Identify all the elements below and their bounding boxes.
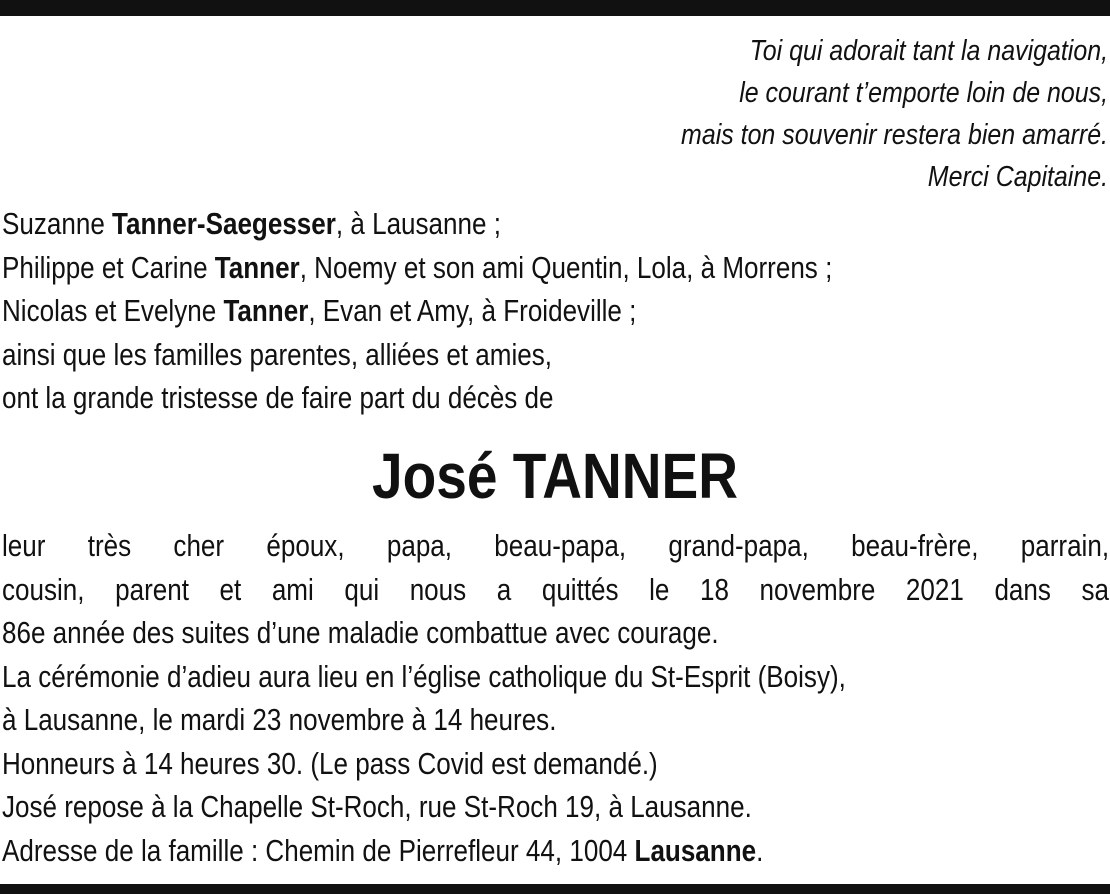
family-text: , Noemy et son ami Quentin, Lola, à Morrens ; xyxy=(299,249,833,285)
notice-word: beau-frère, xyxy=(851,528,979,563)
bottom-border-rule xyxy=(0,884,1110,894)
poem-line: mais ton souvenir restera bien amarré. xyxy=(681,119,1108,151)
notice-word: très xyxy=(87,528,132,563)
notice-line-justified xyxy=(2,568,1109,612)
notice-word: le xyxy=(649,571,670,607)
notice-body xyxy=(2,524,1108,872)
notice-word: quittés xyxy=(541,571,619,607)
notice-word: 2021 xyxy=(905,571,964,607)
family-surname: Tanner xyxy=(223,293,309,328)
notice-word: grand-papa, xyxy=(668,528,809,563)
family-text: , Evan et Amy, à Froideville ; xyxy=(308,293,637,328)
family-row xyxy=(2,246,926,290)
notice-word: ami xyxy=(271,571,314,607)
family-surname: Tanner xyxy=(214,249,300,285)
family-surname: Tanner-Saegesser xyxy=(112,206,336,241)
notice-word: cher xyxy=(173,528,225,563)
notice-city: Lausanne xyxy=(634,832,757,868)
family-text: , à Lausanne ; xyxy=(335,206,501,241)
family-row: ainsi que les familles parentes, alliées et amies, xyxy=(2,336,553,372)
notice-line: 86e année des suites d’une maladie combattue avec courage. xyxy=(2,615,719,650)
notice-line: José repose à la Chapelle St-Roch, rue St-Roch 19, à Lausanne. xyxy=(2,789,752,824)
family-text: Philippe et Carine xyxy=(2,249,215,285)
notice-word: nous xyxy=(409,571,467,607)
notice-word: époux, xyxy=(266,528,345,563)
notice-word: beau-papa, xyxy=(494,528,627,563)
notice-word: novembre xyxy=(759,571,876,607)
notice-line: La cérémonie d’adieu aura lieu en l’église catholique du St-Esprit (Boisy), xyxy=(2,658,846,694)
family-row xyxy=(2,289,926,333)
notice-word: et xyxy=(219,571,242,607)
notice-line-justified xyxy=(2,524,1109,568)
poem-line: Toi qui adorait tant la navigation, xyxy=(749,35,1108,67)
notice-text: Adresse de la famille : Chemin de Pierrefleur 44, 1004 xyxy=(2,832,635,868)
notice-word: papa, xyxy=(386,528,453,563)
notice-line xyxy=(2,829,1109,873)
poem-line: le courant t’emporte loin de nous, xyxy=(739,77,1108,109)
notice-word: sa xyxy=(1081,571,1110,607)
notice-word: parrain, xyxy=(1020,528,1110,563)
notice-word: leur xyxy=(2,528,46,563)
family-list xyxy=(2,202,926,420)
notice-word: 18 xyxy=(700,571,729,607)
notice-word: parent xyxy=(115,571,189,607)
family-text: Suzanne xyxy=(2,206,113,241)
epitaph-poem xyxy=(162,30,1108,198)
notice-word: dans xyxy=(994,571,1051,607)
notice-word: qui xyxy=(344,571,380,607)
notice-text: . xyxy=(756,832,764,868)
notice-line: Honneurs à 14 heures 30. (Le pass Covid est demandé.) xyxy=(2,745,658,781)
notice-line: à Lausanne, le mardi 23 novembre à 14 heures. xyxy=(2,702,557,737)
family-text: Nicolas et Evelyne xyxy=(2,293,224,328)
top-border-rule xyxy=(0,0,1110,16)
deceased-name: José TANNER xyxy=(372,440,738,512)
notice-word: cousin, xyxy=(2,571,85,607)
family-row: ont la grande tristesse de faire part du décès de xyxy=(2,380,554,415)
family-row xyxy=(2,202,926,246)
notice-word: a xyxy=(496,571,512,607)
poem-line: Merci Capitaine. xyxy=(927,161,1108,193)
